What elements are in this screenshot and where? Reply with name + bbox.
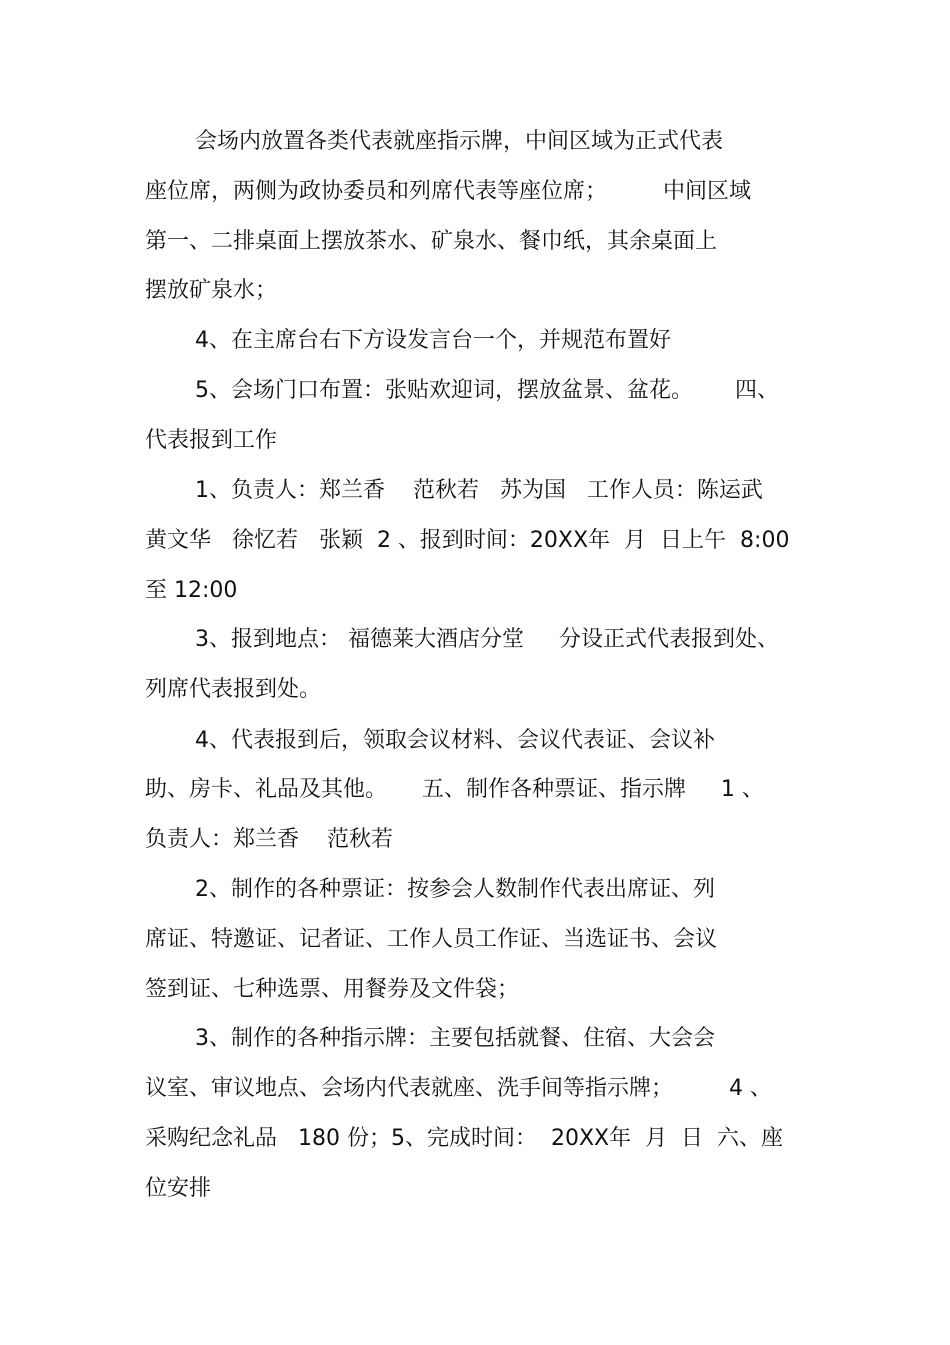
text-line: 议室、审议地点、会场内代表就座、洗手间等指示牌； 4 、 bbox=[145, 1076, 772, 1101]
text-line: 4、在主席台右下方设发言台一个，并规范布置好 bbox=[195, 328, 671, 353]
text-line: 助、房卡、礼品及其他。 五、制作各种票证、指示牌 1 、 bbox=[145, 777, 764, 802]
text-line: 5、会场门口布置：张贴欢迎词，摆放盆景、盆花。 四、 bbox=[195, 378, 779, 403]
text-line: 3、制作的各种指示牌：主要包括就餐、住宿、大会会 bbox=[195, 1026, 715, 1051]
text-line: 4、代表报到后，领取会议材料、会议代表证、会议补 bbox=[195, 728, 715, 753]
text-line: 位安排 bbox=[145, 1176, 212, 1201]
text-line: 摆放矿泉水； bbox=[145, 278, 278, 303]
text-line: 黄文华 徐忆若 张颖 2 、报到时间：20XX年 月 日上午 8:00 bbox=[145, 528, 790, 553]
text-line: 负责人：郑兰香 范秋若 bbox=[145, 827, 393, 852]
text-line: 至 12:00 bbox=[145, 578, 238, 603]
text-line: 席证、特邀证、记者证、工作人员工作证、当选证书、会议 bbox=[145, 927, 718, 952]
text-line: 2、制作的各种票证：按参会人数制作代表出席证、列 bbox=[195, 877, 715, 902]
text-line: 签到证、七种选票、用餐券及文件袋； bbox=[145, 977, 520, 1002]
text-line: 1、负责人：郑兰香 范秋若 苏为国 工作人员：陈运武 bbox=[195, 478, 763, 503]
text-line: 采购纪念礼品 180 份；5、完成时间： 20XX年 月 日 六、座 bbox=[145, 1126, 784, 1151]
text-line: 列席代表报到处。 bbox=[145, 677, 322, 702]
text-line: 座位席，两侧为政协委员和列席代表等座位席； 中间区域 bbox=[145, 179, 751, 204]
text-line: 第一、二排桌面上摆放茶水、矿泉水、餐巾纸，其余桌面上 bbox=[145, 229, 718, 254]
text-line: 会场内放置各类代表就座指示牌，中间区域为正式代表 bbox=[195, 129, 724, 154]
text-line: 3、报到地点： 福德莱大酒店分堂 分设正式代表报到处、 bbox=[195, 627, 779, 652]
text-line: 代表报到工作 bbox=[145, 428, 278, 453]
